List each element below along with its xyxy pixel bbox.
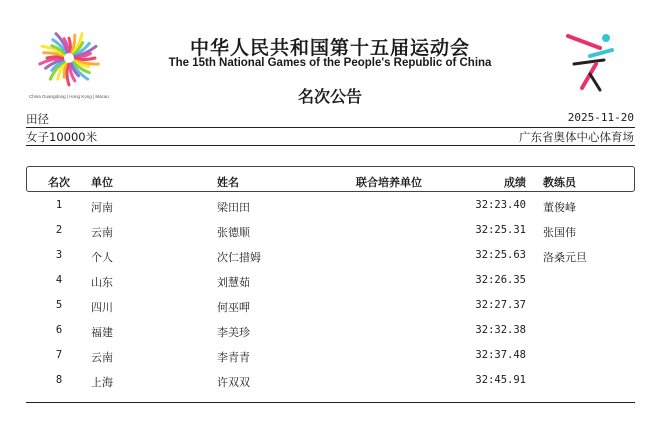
- header-result: 成绩: [504, 176, 526, 189]
- cell-name: 刘慧茹: [217, 276, 250, 289]
- cell-name: 许双双: [217, 376, 250, 389]
- date-label: 2025-11-20: [567, 111, 634, 124]
- cell-result: 32:45.91: [475, 374, 526, 386]
- cell-name: 李青青: [217, 351, 250, 364]
- cell-result: 32:32.38: [475, 324, 526, 336]
- cell-name: 何巫呷: [217, 301, 250, 314]
- cell-name: 李美珍: [217, 326, 250, 339]
- cell-result: 32:25.63: [475, 249, 526, 261]
- cell-result: 32:27.37: [475, 299, 526, 311]
- cell-unit: 福建: [91, 326, 113, 339]
- header-coach: 教练员: [543, 176, 576, 189]
- cell-unit: 四川: [91, 301, 113, 314]
- document-title: 名次公告: [297, 87, 362, 106]
- cell-coach: 董俊峰: [543, 201, 576, 214]
- divider-top: [26, 127, 635, 128]
- cell-coach: 张国伟: [543, 226, 576, 239]
- header-name: 姓名: [217, 176, 239, 189]
- cell-result: 32:23.40: [475, 199, 526, 211]
- cell-result: 32:26.35: [475, 274, 526, 286]
- sport-label: 田径: [26, 112, 49, 126]
- games-title-en: The 15th National Games of the People's Republic of China: [168, 57, 492, 69]
- cell-name: 次仁措姆: [217, 251, 261, 264]
- cell-unit: 山东: [91, 276, 113, 289]
- cell-unit: 河南: [91, 201, 113, 214]
- cell-rank: 4: [55, 274, 63, 286]
- cell-rank: 8: [55, 374, 63, 386]
- emblem-caption: China Guangdong | Hong Kong | Macao: [29, 94, 109, 99]
- event-label: 女子10000米: [26, 130, 98, 144]
- cell-rank: 3: [55, 249, 63, 261]
- games-title-cn: 中华人民共和国第十五届运动会: [189, 37, 470, 59]
- cell-name: 张德顺: [217, 226, 250, 239]
- cell-name: 梁田田: [217, 201, 250, 214]
- cell-rank: 5: [55, 299, 63, 311]
- divider-footer: [26, 402, 635, 403]
- cell-rank: 7: [55, 349, 63, 361]
- cell-coach: 洛桑元旦: [543, 251, 587, 264]
- header-joint-unit: 联合培养单位: [356, 176, 422, 189]
- divider-bottom: [26, 145, 635, 146]
- cell-unit: 云南: [91, 351, 113, 364]
- cell-result: 32:25.31: [475, 224, 526, 236]
- cell-rank: 2: [55, 224, 63, 236]
- venue-label: 广东省奥体中心体育场: [519, 130, 634, 144]
- header-rank: 名次: [48, 176, 70, 189]
- header-unit: 单位: [91, 176, 113, 189]
- cell-rank: 1: [55, 199, 63, 211]
- cell-unit: 个人: [91, 251, 113, 264]
- cell-unit: 上海: [91, 376, 113, 389]
- cell-result: 32:37.48: [475, 349, 526, 361]
- cell-unit: 云南: [91, 226, 113, 239]
- cell-rank: 6: [55, 324, 63, 336]
